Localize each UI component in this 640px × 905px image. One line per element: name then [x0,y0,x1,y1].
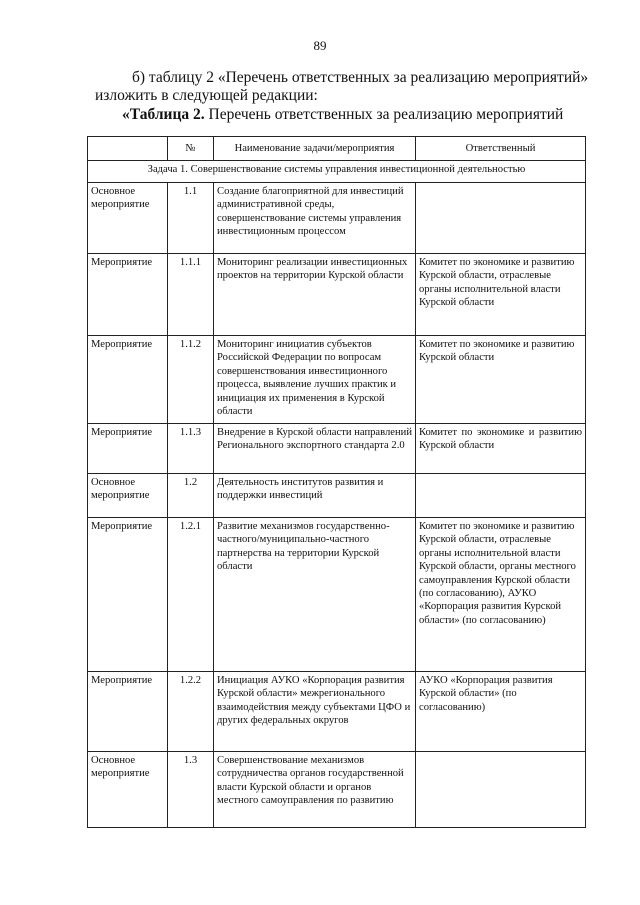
row-number: 1.2.2 [168,672,214,752]
row-responsible [416,752,586,828]
table-row [88,752,586,828]
row-number: 1.1.1 [168,254,214,336]
task-title: Задача 1. Совершенствование системы управления инвестиционной деятельностью [88,161,586,183]
row-number: 1.2 [168,474,214,518]
row-type: Мероприятие [88,336,168,424]
page-number: 89 [313,38,327,53]
row-responsible: Комитет по экономике и развитию Курской области, отраслевые органы исполнительной власти Курской области, органы местного самоуправления Курской области (по согласованию), АУКО «Корпорация развития Курской области» (по согласованию) [416,518,586,672]
row-responsible: Комитет по экономике и развитию Курской области [416,336,586,424]
row-number: 1.1 [168,183,214,254]
row-type: Мероприятие [88,424,168,474]
table-header-row [88,137,586,161]
row-type: Мероприятие [88,518,168,672]
table-row [88,336,586,424]
intro-line-2: изложить в следующей редакции: [95,86,318,104]
row-responsible [416,474,586,518]
table-row [88,518,586,672]
row-name: Совершенствование механизмов сотрудничества органов государственной власти Курской области и органов местного самоуправления по развитию [214,752,416,828]
row-name: Мониторинг реализации инвестиционных проектов на территории Курской области [214,254,416,336]
row-number: 1.1.3 [168,424,214,474]
table-row [88,424,586,474]
row-name: Внедрение в Курской области направлений Регионального экспортного стандарта 2.0 [214,424,416,474]
header-number: № [168,137,214,161]
row-responsible: Комитет по экономике и развитию Курской области [416,424,586,474]
row-type: Основное мероприятие [88,752,168,828]
table-row [88,254,586,336]
header-responsible: Ответственный [416,137,586,161]
row-type: Мероприятие [88,254,168,336]
row-responsible: Комитет по экономике и развитию Курской области, отраслевые органы исполнительной власти Курской области [416,254,586,336]
intro-line-1: б) таблицу 2 «Перечень ответственных за реализацию мероприятий» [132,69,589,86]
row-name: Инициация АУКО «Корпорация развития Курской области» межрегионального взаимодействия между субъектами ЦФО и других федеральных округов [214,672,416,752]
row-responsible [416,183,586,254]
table-heading-title: Перечень ответственных за реализацию мероприятий [204,106,564,123]
row-name: Развитие механизмов государственно-частного/муниципально-частного партнерства на территории Курской области [214,518,416,672]
table-row [88,672,586,752]
header-name: Наименование задачи/мероприятия [214,137,416,161]
row-name: Мониторинг инициатив субъектов Российской Федерации по вопросам совершенствования инвестиционного процесса, выявление лучших практик и инициация их применения в Курской области [214,336,416,424]
table-row [88,183,586,254]
responsible-table [87,136,586,828]
row-number: 1.2.1 [168,518,214,672]
row-type: Основное мероприятие [88,183,168,254]
row-number: 1.3 [168,752,214,828]
table-heading-label: «Таблица 2. [122,106,205,123]
task-row [88,161,586,183]
row-number: 1.1.2 [168,336,214,424]
row-name: Деятельность институтов развития и поддержки инвестиций [214,474,416,518]
row-type: Основное мероприятие [88,474,168,518]
table-row [88,474,586,518]
row-name: Создание благоприятной для инвестиций административной среды, совершенствование системы управления инвестиционным процессом [214,183,416,254]
header-type [88,137,168,161]
row-type: Мероприятие [88,672,168,752]
intro-paragraph [95,69,595,104]
table-heading [122,106,563,124]
row-responsible: АУКО «Корпорация развития Курской области» (по согласованию) [416,672,586,752]
